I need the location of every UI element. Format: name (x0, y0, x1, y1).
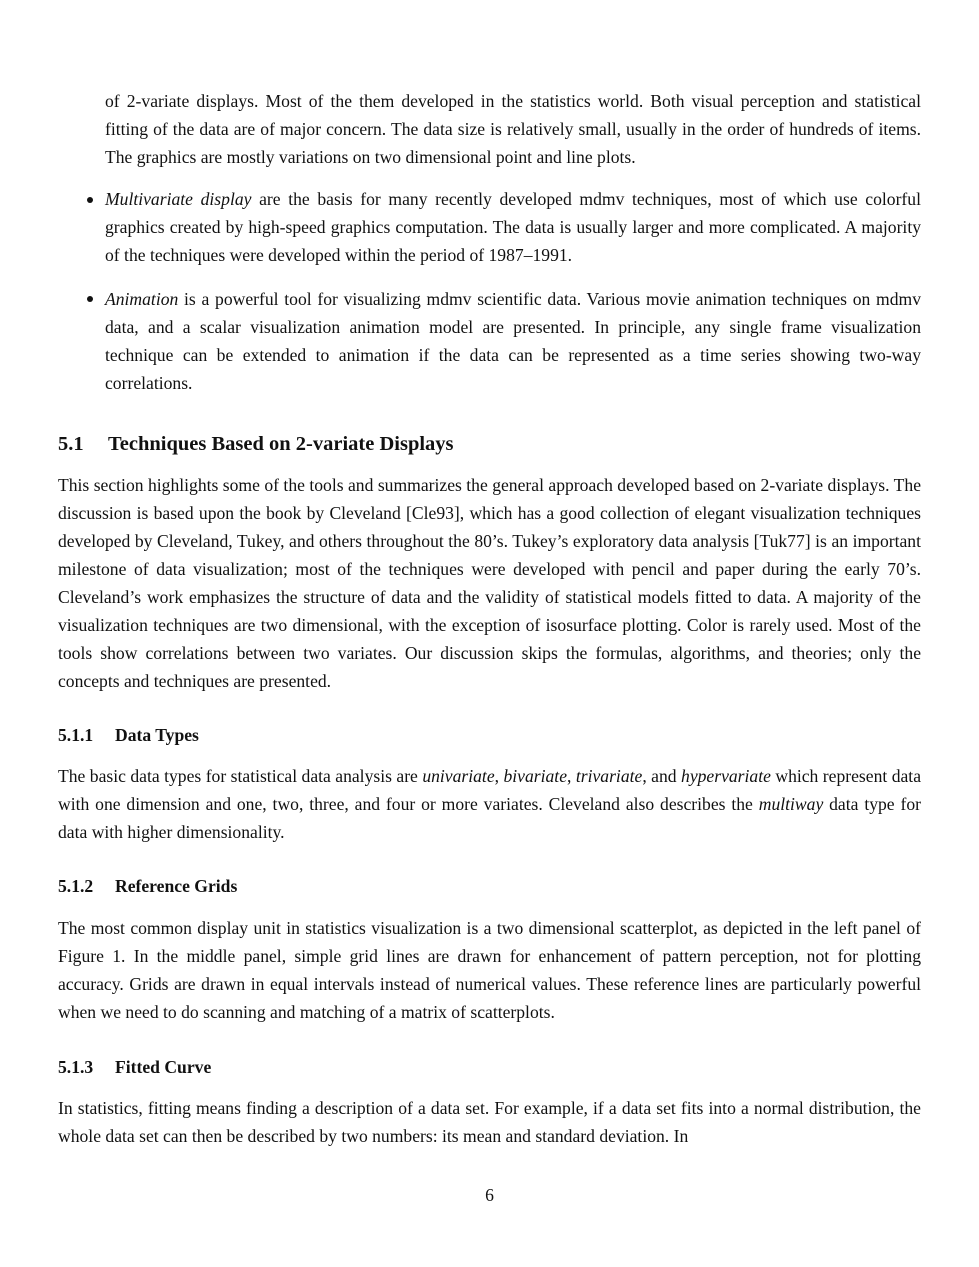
text-run: , (567, 766, 576, 786)
intro-paragraph: of 2-variate displays. Most of the them developed in the statistics world. Both visual perception and statistical fitting of the data are of major concern. The data size is relatively small, usually in the order of hundreds of items. The graphics are mostly variations on two dimensional point and line plots. (105, 91, 921, 167)
term-bivariate: bivariate (503, 766, 568, 786)
term-univariate: univariate (422, 766, 495, 786)
bullet-item-animation (105, 285, 921, 397)
subsection-number: 5.1.3 (58, 1057, 94, 1077)
section-number: 5.1 (58, 433, 84, 455)
subsection-title: Fitted Curve (115, 1057, 212, 1077)
page-number: 6 (485, 1185, 494, 1205)
text-run: , (494, 766, 504, 786)
subsection-title: Reference Grids (115, 876, 238, 896)
bullet-marker (87, 197, 93, 203)
text-run: , and (642, 766, 682, 786)
bullet-text: is a powerful tool for visualizing mdmv scientific data. Various movie animation techniques on mdmv data, and a scalar visualization animation model are presented. In principle, any single frame visualization technique can be extended to animation if the data can be represented as a time series showing two-way correlations. (105, 289, 921, 393)
section-5-1-3-body: In statistics, fitting means finding a description of a data set. For example, if a data set fits into a normal distribution, the whole data set can then be described by two numbers: its mean and standard deviation. In (58, 1098, 921, 1146)
subsection-title: Data Types (115, 725, 199, 745)
section-5-1-body: This section highlights some of the tools and summarizes the general approach developed based on 2-variate displays. The discussion is based upon the book by Cleveland [Cle93], which has a good collection of elegant visualization techniques developed by Cleveland, Tukey, and others throughout the 80’s. Tukey’s exploratory data analysis [Tuk77] is an important milestone of data visualization; most of the techniques were developed with pencil and paper during the early 70’s. Cleveland’s work emphasizes the structure of data and the validity of statistical models fitted to data. A majority of the visualization techniques are two dimensional, with the exception of isosurface plotting. Color is rarely used. Most of the tools show correlations between two variates. Our discussion skips the formulas, algorithms, and theories; only the concepts and techniques are presented. (58, 475, 921, 691)
text-run: The basic data types for statistical data analysis are (58, 766, 423, 786)
term-hypervariate: hypervariate (681, 766, 771, 786)
subsection-heading-5-1-3 (58, 1054, 211, 1080)
bullet-term: Animation (105, 289, 179, 309)
section-5-1-1-body (58, 762, 921, 846)
bullet-item-multivariate (105, 185, 921, 269)
subsection-number: 5.1.1 (58, 725, 94, 745)
section-title: Techniques Based on 2-variate Displays (108, 433, 454, 455)
bullet-text: are the basis for many recently developed mdmv techniques, most of which use colorful graphics created by high-speed graphics computation. The data is usually larger and more complicated. A majority of the techniques were developed within the period of 1987–1991. (105, 189, 921, 265)
text-run: which represent data with one dimension and one, two, three, and four or more variates. Cleveland also describes the (58, 766, 922, 814)
bullet-marker (87, 296, 93, 302)
term-multiway: multiway (758, 794, 824, 814)
text-run: data type for data with higher dimensionality. (58, 794, 921, 842)
subsection-number: 5.1.2 (58, 876, 94, 896)
subsection-heading-5-1-2 (58, 873, 237, 899)
section-5-1-2-body: The most common display unit in statistics visualization is a two dimensional scatterplot, as depicted in the left panel of Figure 1. In the middle panel, simple grid lines are drawn for enhancement of pattern perception, not for plotting accuracy. Grids are drawn in equal intervals instead of numerical values. These reference lines are particularly powerful when we need to do scanning and matching of a matrix of scatterplots. (58, 918, 921, 1022)
section-heading-5-1 (58, 430, 454, 458)
term-trivariate: trivariate (575, 766, 643, 786)
bullet-term: Multivariate display (105, 189, 252, 209)
subsection-heading-5-1-1 (58, 722, 199, 748)
